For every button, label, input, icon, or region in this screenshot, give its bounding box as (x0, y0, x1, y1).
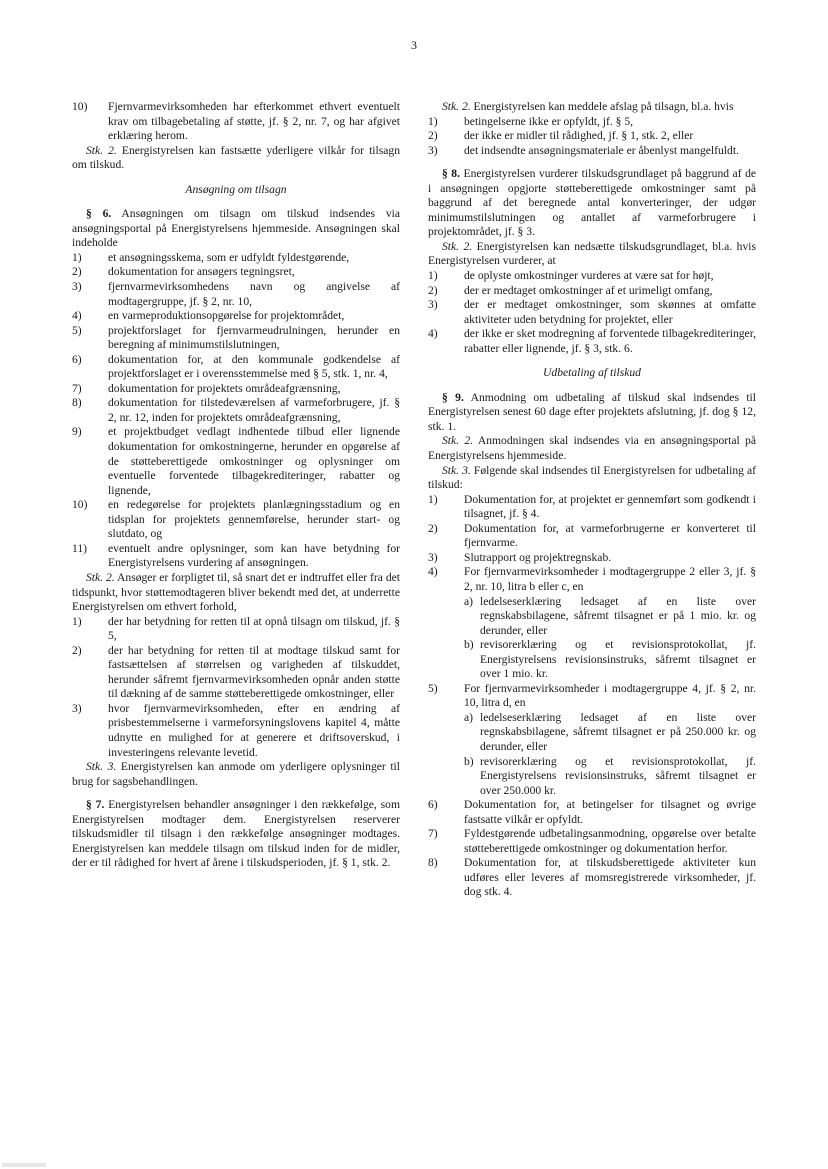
paragraph-p6-stk3 (72, 760, 400, 789)
list-item (72, 382, 400, 397)
paragraph-p9-stk3 (428, 464, 756, 493)
paragraph-p4-stk2 (72, 144, 400, 173)
stk-label: Stk. 2. (86, 570, 115, 584)
left-column (72, 100, 400, 871)
paragraph-text: Energistyrelsen kan nedsætte tilskudsgrundlaget, bl.a. hvis Energistyrelsen vurderer, at (428, 239, 757, 268)
list-number: 7) (72, 381, 82, 395)
stk-label: Stk. 2. (442, 100, 471, 113)
list-text: en varmeproduktionsopgørelse for projektområdet, (108, 309, 345, 323)
paragraph-text: Følgende skal indsendes til Energistyrelsen for udbetaling af tilskud: (428, 463, 757, 492)
list-text: et projektbudget vedlagt indhentede tilbud eller lignende dokumentation for omkostningerne, herunder en opgørelse af de støtteberettigede omkostninger og oplysninger om eventuelle forventede tilbagekrediteringer, rabatter og lignende, (108, 425, 400, 497)
paragraph-text: Anmodning om udbetaling af tilskud skal indsendes til Energistyrelsen senest 60 dage efter projektets afslutning, jf. dog § 12, stk. 1. (428, 390, 756, 433)
sub-list-item (464, 595, 756, 639)
list-text: der har betydning for retten til at opnå tilsagn om tilskud, jf. § 5, (108, 614, 400, 643)
paragraph-p7 (72, 798, 400, 871)
sub-list-item (464, 711, 756, 755)
list-text: betingelserne ikke er opfyldt, jf. § 5, (464, 114, 634, 128)
section-heading-ansogning: Ansøgning om tilsagn (185, 182, 287, 196)
list-number: 3) (72, 280, 82, 294)
list-text: Fyldestgørende udbetalingsanmodning, opgørelse over betalte støtteberettigede omkostninger og dokumentation herfor. (464, 827, 756, 855)
paragraph-text: Energistyrelsen vurderer tilskudsgrundlaget på baggrund af de i ansøgningen opgjorte støtteberettigede omkostninger samt på baggrund af det beregnede antal konverteringer, der udgør minimumstilslutningen og antallet af varmeforbrugere i projektområdet, jf. § 3. (428, 167, 757, 239)
sub-list-4 (464, 595, 756, 682)
list-text: de oplyste omkostninger vurderes at være sat for højt, (464, 269, 714, 283)
list-number: 3) (428, 298, 438, 312)
section-label: § 8. (442, 167, 460, 181)
list-item (428, 129, 756, 144)
list-number: 3) (428, 550, 438, 564)
list-number: 6) (428, 798, 438, 812)
paragraph-text: Ansøgningen om tilsagn om tilskud indsendes via ansøgningsportal på Energistyrelsens hjemmeside. Ansøgningen skal indeholde (72, 207, 400, 250)
list-text: eventuelt andre oplysninger, som kan have betydning for Energistyrelsens vurdering af ansøgningen. (108, 541, 400, 570)
list-number: 1) (72, 250, 82, 264)
list-text: et ansøgningsskema, som er udfyldt fyldestgørende, (108, 250, 350, 264)
list-item (428, 298, 756, 327)
list-number: 7) (428, 827, 438, 841)
sub-list-text: ledelseserklæring ledsaget af en liste over regnskabsbilagene, såfremt tilsagnet er på 1 mio. kr. og derunder, eller (480, 594, 756, 637)
list-number: 2) (428, 129, 438, 143)
list-item (428, 493, 756, 522)
list-text: der er medtaget omkostninger af et urimeligt omfang, (464, 283, 713, 297)
list-text: det indsendte ansøgningsmateriale er åbenlyst mangelfuldt. (464, 143, 739, 157)
section-label: § 7. (86, 798, 105, 812)
stk-label: Stk. 2. (442, 434, 474, 448)
list-item (428, 522, 756, 551)
sub-list-5 (464, 711, 756, 798)
paragraph-p6-stk2 (72, 571, 400, 615)
list-number: 2) (428, 521, 438, 535)
right-column (428, 100, 756, 900)
paragraph-p8-stk2 (428, 240, 756, 269)
list-item (72, 644, 400, 702)
list-number: 10) (72, 100, 88, 113)
p8-stk2-list (428, 269, 756, 356)
list-number: 3) (428, 143, 438, 157)
sub-list-item (464, 755, 756, 799)
p7-stk2-list (428, 115, 756, 159)
sub-list-letter: b) (464, 754, 474, 768)
sub-list-text: revisorerklæring og et revisionsprotokollat, jf. Energistyrelsens revisionsinstruks, såfremt tilsagnet er over 250.000 kr. (480, 754, 756, 797)
list-item-10 (72, 100, 400, 144)
list-text: For fjernvarmevirksomheder i modtagergruppe 2 eller 3, jf. § 2, nr. 10, litra b eller c, en (464, 565, 756, 593)
sub-list-letter: a) (464, 710, 474, 724)
list-number: 1) (428, 114, 438, 128)
list-number: 11) (72, 541, 88, 555)
list-item (72, 309, 400, 324)
list-text: dokumentation for tilstedeværelsen af varmeforbrugere, jf. § 2, nr. 12, inden for projektets områdeafgrænsning, (108, 396, 400, 424)
list-text: der ikke er midler til rådighed, jf. § 1, stk. 2, eller (464, 129, 694, 143)
list-item (72, 396, 400, 425)
list-item (72, 353, 400, 382)
paragraph-text: Energistyrelsen kan fastsætte yderligere vilkår for tilsagn om tilskud. (72, 143, 400, 172)
list-item (72, 542, 400, 571)
list-item (428, 284, 756, 299)
list-number: 1) (428, 269, 438, 283)
p9-list (428, 493, 756, 900)
list-item (428, 269, 756, 284)
list-text: Dokumentation for, at varmeforbrugerne er konverteret til fjernvarme. (464, 521, 756, 550)
paragraph-p7-stk2 (428, 100, 756, 115)
list-number: 2) (72, 265, 82, 279)
sub-list-item (464, 638, 756, 682)
list-text: Dokumentation for, at betingelser for tilsagnet og øvrige fastsatte vilkår er opfyldt. (464, 798, 756, 826)
list-item (428, 551, 756, 566)
list-text: en redegørelse for projektets planlægningsstadium og en tidsplan for projektets gennemførelse, herunder start- og slutdato, og (108, 498, 400, 541)
paragraph-p9 (428, 391, 756, 435)
list-item (72, 280, 400, 309)
paragraph-text: Energistyrelsen kan meddele afslag på tilsagn, bl.a. hvis (470, 100, 734, 113)
list-text: dokumentation for ansøgers tegningsret, (108, 265, 295, 279)
paragraph-p9-stk2 (428, 434, 756, 463)
list-number: 9) (72, 425, 82, 439)
list-item (72, 615, 400, 644)
list-item (72, 425, 400, 498)
list-item (428, 827, 756, 856)
paragraph-text: Energistyrelsen kan anmode om yderligere oplysninger til brug for sagsbehandlingen. (72, 760, 400, 788)
list-item (428, 144, 756, 159)
paragraph-p8 (428, 167, 756, 240)
list-text-block (464, 682, 756, 798)
list-number: 1) (72, 614, 82, 628)
section-label: § 9. (442, 390, 464, 404)
list-number: 2) (428, 283, 438, 297)
list-item (428, 565, 756, 681)
sub-list-letter: a) (464, 594, 474, 608)
list-text: dokumentation for, at den kommunale godkendelse af projektforslaget er i overensstemmelse med § 5, stk. 1, nr. 4, (108, 352, 400, 381)
list-text: For fjernvarmevirksomheder i modtagergruppe 4, jf. § 2, nr. 10, litra d, en (464, 681, 756, 710)
list-number: 1) (428, 492, 438, 506)
paragraph-text: Anmodningen skal indsendes via en ansøgningsportal på Energistyrelsens hjemmeside. (428, 434, 756, 463)
section-heading-udbetaling: Udbetaling af tilskud (543, 366, 641, 380)
list-number: 8) (72, 396, 82, 410)
list-text: der ikke er sket modregning af forventede tilbagekrediteringer, rabatter eller lignende, jf. § 3, stk. 6. (464, 327, 756, 355)
list-item (72, 702, 400, 760)
list-number: 4) (428, 565, 438, 579)
list-text-block (464, 565, 756, 681)
list-item (428, 327, 756, 356)
sub-list-letter: b) (464, 638, 474, 652)
list-number: 5) (428, 681, 438, 695)
page-number: 3 (411, 38, 417, 52)
section-label: § 6. (86, 207, 112, 221)
list-number: 8) (428, 856, 438, 870)
list-item (72, 100, 400, 144)
list-text: dokumentation for projektets områdeafgrænsning, (108, 381, 341, 395)
stk-label: Stk. 2. (86, 143, 117, 157)
list-text: der har betydning for retten til at modtage tilskud samt for fastsættelsen af størrelsen og varigheden af tilskuddet, herunder såfremt fjernvarmevirksomheden opnår anden støtte til dækning af de samme støtteberettigede omkostninger, eller (108, 643, 400, 701)
paragraph-text: Energistyrelsen behandler ansøgninger i den rækkefølge, som Energistyrelsen modtager dem. Energistyrelsen reserverer tilskudsmidler til tilsagn i den rækkefølge ansøgninger modtages. Energistyrelsen kan meddele tilsagn om tilskud inden for de midler, der er til rådighed for hvert af årene i tilskudsperioden, jf. § 1, stk. 2. (72, 798, 400, 870)
list-number: 4) (72, 309, 82, 323)
stk-label: Stk. 2. (442, 239, 473, 253)
list-item (72, 251, 400, 266)
list-item (428, 798, 756, 827)
scan-edge-mark (2, 1163, 46, 1167)
stk-label: Stk. 3. (86, 760, 117, 774)
list-item (72, 498, 400, 542)
list-text: hvor fjernvarmevirksomheden, efter en ændring af prisbestemmelserne i varmeforsyningslovens kapitel 4, måtte udnytte en mulighed for at generere et driftsoverskud, i investeringens relevante levetid. (108, 701, 400, 759)
list-number: 4) (428, 327, 438, 341)
list-item (72, 265, 400, 280)
sub-list-text: revisorerklæring og et revisionsprotokollat, jf. Energistyrelsens revisionsinstruks, såfremt tilsagnet er over 1 mio. kr. (480, 638, 756, 681)
list-number: 10) (72, 498, 88, 512)
list-number: 2) (72, 643, 82, 657)
list-text: der er medtaget omkostninger, som skønnes at omfatte aktiviteter uden betydning for projektet, eller (464, 298, 756, 326)
list-text: Slutrapport og projektregnskab. (464, 550, 612, 564)
list-text: Dokumentation for, at tilskudsberettigede aktiviteter kun udføres eller leveres af momsregistrerede virksomheder, jf. dog stk. 4. (464, 856, 756, 899)
list-text: projektforslaget for fjernvarmeudrulningen, herunder en beregning af minimumstilslutningen, (108, 323, 400, 352)
list-text: fjernvarmevirksomhedens navn og angivelse af modtagergruppe, jf. § 2, nr. 10, (108, 280, 400, 308)
p6-stk2-list (72, 615, 400, 760)
list-item (428, 115, 756, 130)
stk-label: Stk. 3. (442, 463, 471, 477)
list-item (72, 324, 400, 353)
paragraph-p6 (72, 207, 400, 251)
sub-list-text: ledelseserklæring ledsaget af en liste over regnskabsbilagene, såfremt tilsagnet er på 250.000 kr. og derunder, eller (480, 710, 756, 753)
paragraph-text: Ansøger er forpligtet til, så snart det er indtruffet eller fra det tidspunkt, hvor støttemodtageren bliver bekendt med det, at underrette Energistyrelsen om ethvert forhold, (72, 570, 401, 614)
list-text: Fjernvarmevirksomheden har efterkommet ethvert eventuelt krav om tilbagebetaling af støtte, jf. § 2, nr. 7, og har afgivet erklæring herom. (108, 100, 400, 143)
list-number: 3) (72, 701, 82, 715)
list-text: Dokumentation for, at projektet er gennemført som godkendt i tilsagnet, jf. § 4. (464, 492, 756, 521)
list-number: 5) (72, 323, 82, 337)
list-number: 6) (72, 352, 82, 366)
p6-list (72, 251, 400, 571)
list-item (428, 682, 756, 798)
list-item (428, 856, 756, 900)
